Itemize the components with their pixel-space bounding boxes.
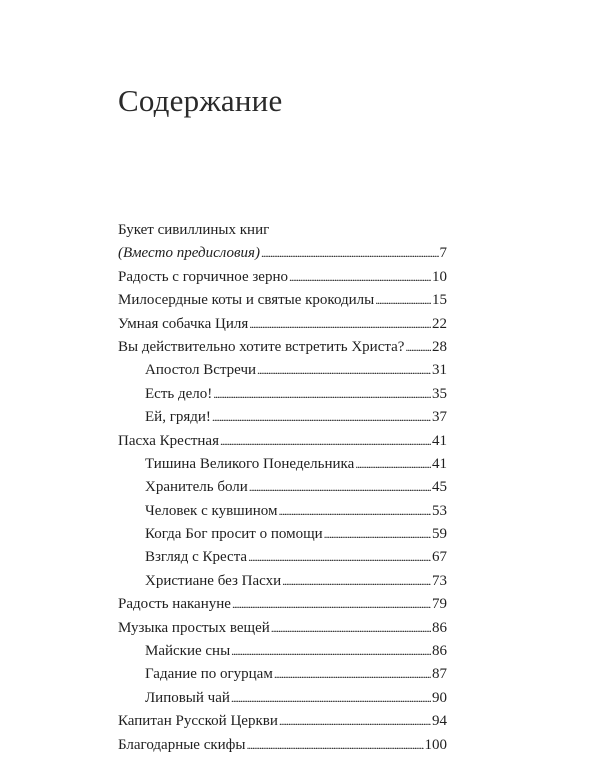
toc-page-number: 53	[432, 502, 447, 519]
toc-dot-leader	[231, 640, 431, 663]
toc-entry	[118, 266, 447, 289]
toc-entry-title: Вы действительно хотите встретить Христа?	[118, 338, 405, 355]
toc-page-number: 15	[432, 292, 447, 309]
toc-entry	[118, 242, 447, 265]
toc-page-number: 37	[432, 409, 447, 426]
toc-subentry	[118, 500, 447, 523]
page-title: Содержание	[118, 83, 283, 118]
toc-entry-title: Умная собачка Циля	[118, 315, 249, 332]
toc-dot-leader	[261, 242, 439, 265]
toc-dot-leader	[289, 266, 431, 289]
toc-entry-title: Букет сивиллиных книг	[118, 222, 270, 238]
toc-dot-leader	[279, 710, 431, 733]
toc-dot-leader	[375, 289, 431, 312]
toc-dot-leader	[249, 313, 431, 336]
toc-page-number: 31	[432, 362, 447, 379]
toc-entry	[118, 336, 447, 359]
toc-entry-title: Хранитель боли	[145, 479, 248, 496]
toc-page-number: 100	[424, 736, 447, 753]
toc-page-number: 67	[432, 549, 447, 566]
toc-entry-title: Тишина Великого Понедельника	[145, 455, 355, 472]
toc-entry-title: Когда Бог просит о помощи	[145, 526, 323, 543]
toc-subentry	[118, 406, 447, 429]
table-of-contents	[118, 219, 447, 757]
toc-entry-title: Майские сны	[145, 643, 231, 660]
toc-dot-leader	[246, 734, 423, 757]
toc-subentry	[118, 546, 447, 569]
toc-entry-title: Радость с горчичное зерно	[118, 268, 288, 285]
toc-subentry	[118, 570, 447, 593]
toc-entry-title: Есть дело!	[145, 385, 213, 402]
toc-page-number: 59	[432, 526, 447, 543]
toc-dot-leader	[212, 406, 431, 429]
toc-subentry	[118, 640, 447, 663]
toc-entry-title: Благодарные скифы	[118, 736, 246, 753]
toc-page-number: 41	[432, 455, 447, 472]
toc-dot-leader	[248, 546, 431, 569]
toc-entry	[118, 219, 447, 242]
toc-page-number: 86	[432, 619, 447, 636]
toc-entry-title: (Вместо предисловия)	[118, 245, 260, 262]
toc-dot-leader	[274, 663, 431, 686]
toc-entry	[118, 617, 447, 640]
toc-entry-title: Человек с кувшином	[145, 502, 278, 519]
toc-subentry	[118, 453, 447, 476]
toc-page-number: 7	[439, 245, 447, 262]
toc-dot-leader	[249, 476, 431, 499]
toc-entry-title: Христиане без Пасхи	[145, 572, 282, 589]
toc-subentry	[118, 663, 447, 686]
toc-subentry	[118, 383, 447, 406]
toc-entry-title: Пасха Крестная	[118, 432, 219, 449]
toc-entry	[118, 313, 447, 336]
toc-page-number: 87	[432, 666, 447, 683]
toc-subentry	[118, 523, 447, 546]
toc-subentry	[118, 359, 447, 382]
toc-dot-leader	[232, 593, 431, 616]
toc-page-number: 10	[432, 268, 447, 285]
toc-dot-leader	[257, 359, 431, 382]
toc-page-number: 28	[432, 338, 447, 355]
toc-entry-title: Капитан Русской Церкви	[118, 713, 278, 730]
toc-page-number: 86	[432, 643, 447, 660]
toc-page-number: 79	[432, 596, 447, 613]
toc-page-number: 35	[432, 385, 447, 402]
toc-entry-title: Милосердные коты и святые крокодилы	[118, 292, 375, 309]
toc-entry-title: Взгляд с Креста	[145, 549, 248, 566]
toc-subentry	[118, 476, 447, 499]
toc-dot-leader	[324, 523, 431, 546]
toc-entry-title: Ей, гряди!	[145, 409, 211, 426]
toc-entry	[118, 430, 447, 453]
toc-page-number: 41	[432, 432, 447, 449]
toc-subentry	[118, 687, 447, 710]
toc-entry	[118, 593, 447, 616]
toc-page-number: 90	[432, 689, 447, 706]
toc-page-number: 45	[432, 479, 447, 496]
toc-dot-leader	[355, 453, 431, 476]
toc-entry-title: Музыка простых вещей	[118, 619, 270, 636]
toc-entry-title: Гадание по огурцам	[145, 666, 273, 683]
toc-page-number: 94	[432, 713, 447, 730]
toc-dot-leader	[282, 570, 431, 593]
toc-dot-leader	[231, 687, 431, 710]
toc-dot-leader	[405, 336, 431, 359]
toc-page-number: 73	[432, 572, 447, 589]
toc-entry	[118, 734, 447, 757]
toc-entry-title: Радость накануне	[118, 596, 231, 613]
toc-dot-leader	[220, 430, 431, 453]
toc-dot-leader	[278, 500, 431, 523]
toc-entry-title: Апостол Встречи	[145, 362, 257, 379]
toc-dot-leader	[271, 617, 431, 640]
toc-entry	[118, 710, 447, 733]
toc-entry-title: Липовый чай	[145, 689, 230, 706]
toc-dot-leader	[213, 383, 431, 406]
toc-page-number: 22	[432, 315, 447, 332]
toc-entry	[118, 289, 447, 312]
